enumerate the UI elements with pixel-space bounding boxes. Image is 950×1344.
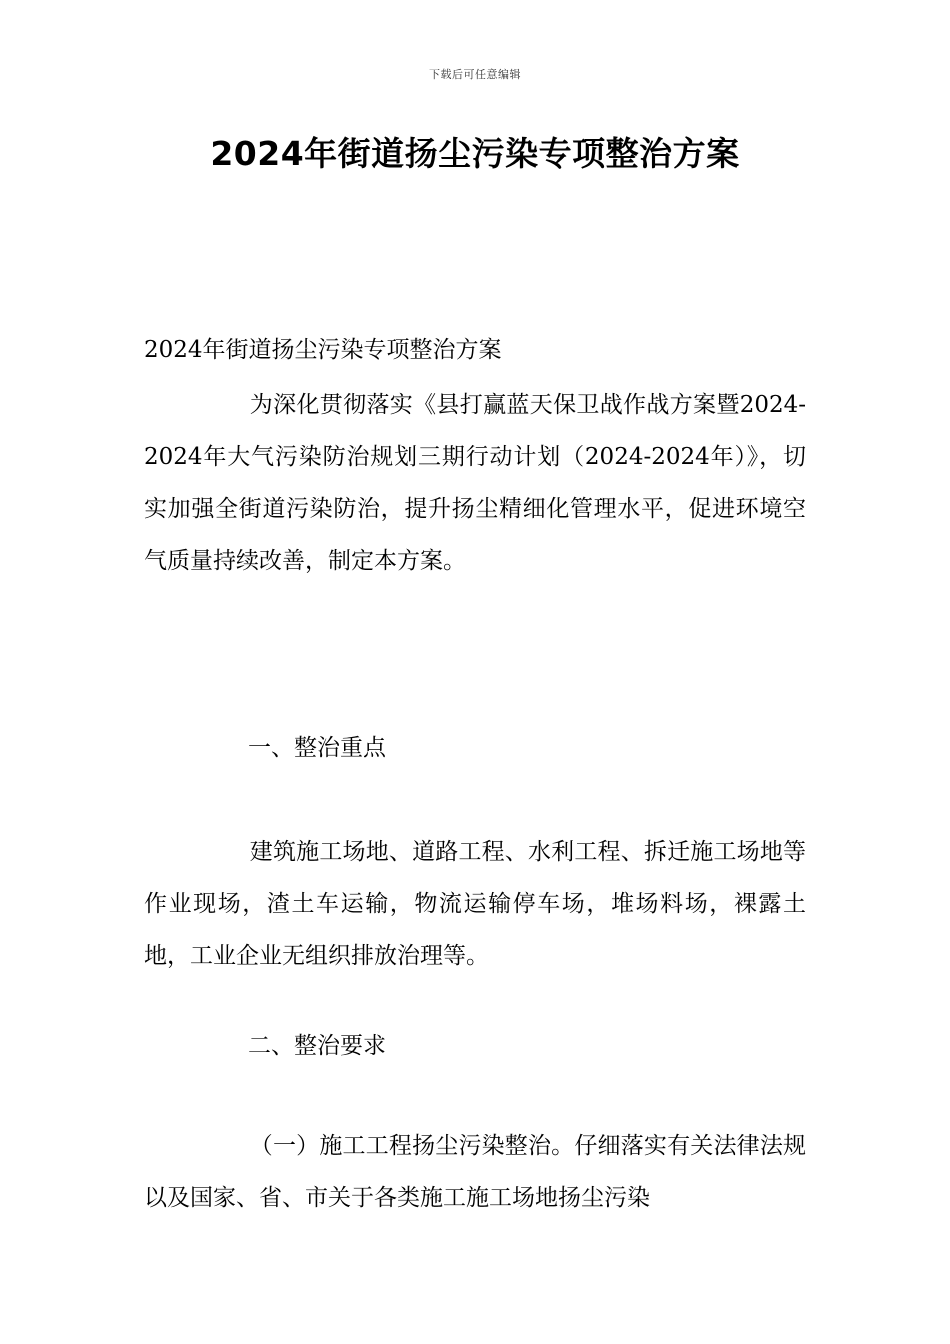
intro-paragraph: 为深化贯彻落实《县打赢蓝天保卫战作战方案暨2024-2024年大气污染防治规划三期行动计划（2024-2024年）》，切实加强全街道污染防治，提升扬尘精细化管理水平，促进环境空气质量持续改善，制定本方案。 [144,392,806,574]
document-title: 2024年街道扬尘污染专项整治方案 [210,134,740,173]
section-heading-requirements: 二、整治要求 [248,1033,386,1059]
header-note: 下载后可任意编辑 [429,68,521,81]
document-subtitle: 2024年街道扬尘污染专项整治方案 [144,337,502,363]
section-paragraph-focus: 建筑施工场地、道路工程、水利工程、拆迁施工场地等作业现场，渣土车运输，物流运输停车场，堆场料场，裸露土地，工业企业无组织排放治理等。 [144,839,806,969]
section-paragraph-requirements: （一）施工工程扬尘污染整治。仔细落实有关法律法规以及国家、省、市关于各类施工施工场地扬尘污染 [144,1133,806,1211]
section-heading-focus: 一、整治重点 [248,735,386,761]
